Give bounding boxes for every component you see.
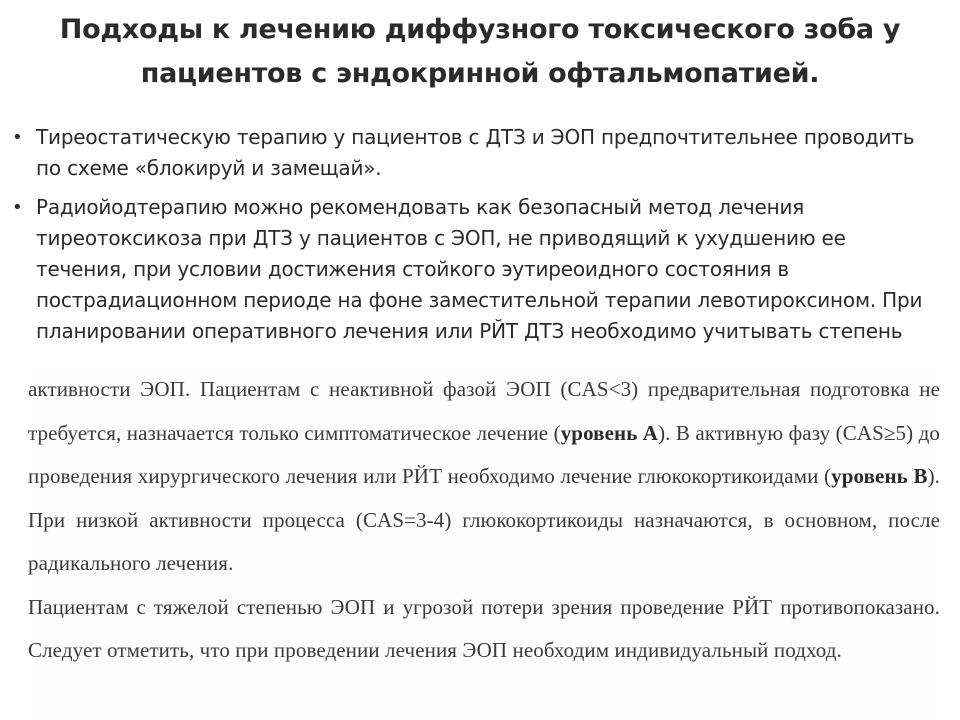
level-a-label: уровень А	[560, 420, 659, 445]
bullet-item-1	[12, 122, 942, 184]
bullet-text-1: Тиреостатическую терапию у пациентов с ДТЗ и ЭОП предпочтительнее проводить по схеме «блокируй и замещай».	[36, 125, 915, 180]
bullet-icon: •	[12, 127, 23, 148]
scan-text-part-2: ). В активную фазу (CAS≥5) до проведения хирургического лечения или РЙТ необходимо лечение глюкокортикоидами (	[28, 420, 940, 488]
level-b-label: уровень В	[831, 464, 928, 488]
scan-text-part-3: ). При низкой активности процесса (CAS=3-4) глюкокортикоиды назначаются, в основном, после радикального лечения.	[28, 464, 940, 575]
bullet-text-2: Радиойодтерапию можно рекомендовать как безопасный метод лечения тиреотоксикоза при ДТЗ у пациентов с ЭОП, не приводящий к ухудшению ее течения, при условии достижения стойкого эутиреоидного состояния в пострадиационном периоде на фоне заместительной терапии левотироксином. При планировании оперативного лечения или РЙТ ДТЗ необходимо учитывать степень	[36, 195, 923, 343]
scanned-text-image	[28, 368, 940, 720]
scan-text-part-1: активности ЭОП. Пациентам с неактивной фазой ЭОП (CAS<3) предварительная подготовка не требуется, назначается только симптоматическое лечение (	[28, 377, 940, 445]
bullet-icon: •	[12, 197, 23, 218]
slide-title: Подходы к лечению диффузного токсического зоба у пациентов с эндокринной офтальмопатией.	[59, 14, 901, 89]
scan-paragraph-2: Пациентам с тяжелой степенью ЭОП и угрозой потери зрения проведение РЙТ противопоказано. Следует отметить, что при проведении лечения ЭОП необходим индивидуальный подход.	[28, 594, 940, 662]
scan-paragraph-1	[28, 368, 940, 586]
